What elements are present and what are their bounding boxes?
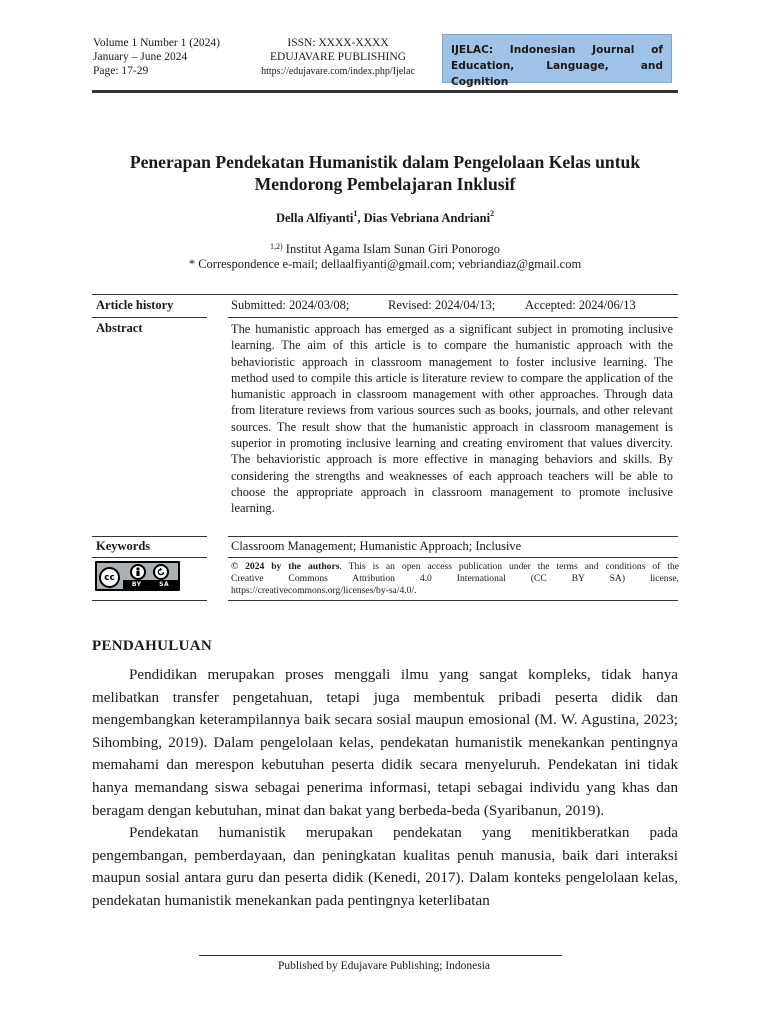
title-line-2: Mendorong Pembelajaran Inklusif [254, 174, 516, 194]
period-info: January – June 2024 [93, 51, 188, 63]
badge-sa-label: SA [159, 581, 170, 588]
author-2-sup: 2 [490, 209, 495, 218]
footer-rule [199, 955, 562, 956]
article-title [90, 151, 680, 195]
author-separator: , [357, 211, 364, 225]
volume-info: Volume 1 Number 1 (2024) [93, 37, 220, 49]
license-line-2: Creative Commons Attribution 4.0 International (CC BY SA) license, [231, 573, 679, 585]
paragraph-1: Pendidikan merupakan proses menggali ilmu yang sangat kompleks, tidak hanya melibatkan transfer pengetahuan, tetapi juga membentuk pribadi peserta didik dan mengembangkan keterampilannya baik secara sosial maupun emosional (M. W. Agustina, 2023; Sihombing, 2019). Dalam pengelolaan kelas, pendekatan humanistik menekankan pentingnya memahami dan merespon kebutuhan peserta didik secara menyeluruh. Pendekatan ini tidak hanya memandang siswa sebagai penerima informasi, tetapi sebagai individu yang khas dan beragam dengan kebutuhan, minat dan bakat yang berbeda-beda (Syaribanun, 2019). [92, 667, 678, 819]
revised-date: Revised: 2024/04/13; [388, 298, 496, 312]
keywords-text: Classroom Management; Humanistic Approach; Inclusive [231, 539, 522, 553]
table-bottom-rule-right [228, 600, 678, 601]
license-rule-right [228, 557, 678, 558]
table-bottom-rule-left [92, 600, 207, 601]
license-url[interactable]: https://creativecommons.org/licenses/by-sa/4.0/. [231, 585, 417, 597]
license-rule-left [92, 557, 207, 558]
table-rule-left [92, 317, 207, 318]
section-heading: PENDAHULUAN [92, 638, 212, 654]
abstract-label: Abstract [96, 321, 143, 335]
publisher: EDUJAVARE PUBLISHING [270, 51, 406, 63]
person-icon [130, 564, 146, 580]
table-top-rule [92, 294, 678, 295]
issn: ISSN: XXXX-XXXX [287, 37, 389, 49]
abstract-text: The humanistic approach has emerged as a significant subject in promoting inclusive learning. The aim of this article is to compare the humanistic approach with the behavioristic approach in classroom management to foster inclusive learning. The method used to compile this article is literature review to compare the application of the humanistic approach in classroom management with other approaches. Through data from literature reviews from various sources such as books, journals, and other relevant sources. The result show that the humanistic approach in classroom management is superior in promoting inclusive learning and creating enviroment that values divercity. The behavioristic approach is more effective in managing behaviors and skills. By considering the strengths and weaknesses of each approach teachers will be able to choose the appropriate approach in classroom management to promote inclusive learning. [231, 322, 673, 516]
header-divider [92, 90, 678, 93]
journal-name-box [442, 34, 672, 88]
badge-strip [123, 580, 178, 589]
submitted-date: Submitted: 2024/03/08; [231, 298, 350, 312]
paragraph-2: Pendekatan humanistik merupakan pendekatan yang menitikberatkan pada pengembangan, pemberdayaan, dan peningkatan kualitas penuh manusia, baik dari interaksi maupun sosial antara guru dan peserta didik (Kenedi, 2017). Dalam konteks pengelolaan kelas, pendekatan humanistik menekankan pada pentingnya keterlibatan [92, 825, 678, 909]
keywords-rule-left [92, 536, 207, 537]
keywords-rule-right [228, 536, 678, 537]
cc-by-sa-badge[interactable] [95, 561, 180, 591]
article-history-label: Article history [96, 298, 174, 312]
cc-icon: cc [99, 567, 120, 588]
authors [90, 211, 680, 226]
footer-text: Published by Edujavare Publishing; Indonesia [277, 960, 491, 972]
journal-name-line1: IJELAC: Indonesian Journal of [451, 44, 663, 56]
accepted-date: Accepted: 2024/06/13 [525, 298, 636, 312]
license-line-1: . This is an open access publication under the terms and conditions of the [339, 561, 679, 572]
affiliation-text: Institut Agama Islam Sunan Giri Ponorogo [282, 242, 501, 256]
title-line-1: Penerapan Pendekatan Humanistik dalam Pengelolaan Kelas untuk [129, 152, 641, 172]
correspondence: * Correspondence e-mail; dellaalfiyanti@gmail.com; vebriandiaz@gmail.com [188, 257, 582, 271]
author-1: Della Alfiyanti [275, 211, 354, 225]
license-text [231, 561, 679, 598]
affiliation [90, 241, 680, 257]
page-range: Page: 17-29 [93, 65, 149, 77]
body-text [92, 664, 678, 913]
table-rule-right [228, 317, 678, 318]
journal-url[interactable]: https://edujavare.com/index.php/Ijelac [261, 66, 415, 77]
author-2: Dias Vebriana Andriani [363, 211, 491, 225]
affiliation-sup: 1,2) [269, 242, 283, 251]
journal-name-line2: Education, Language, and Cognition [451, 60, 663, 88]
author-1-sup: 1 [353, 209, 358, 218]
copyright-bold: © 2024 by the authors [231, 561, 340, 572]
badge-by-label: BY [131, 581, 142, 588]
share-alike-icon [153, 564, 169, 580]
keywords-label: Keywords [96, 539, 151, 553]
